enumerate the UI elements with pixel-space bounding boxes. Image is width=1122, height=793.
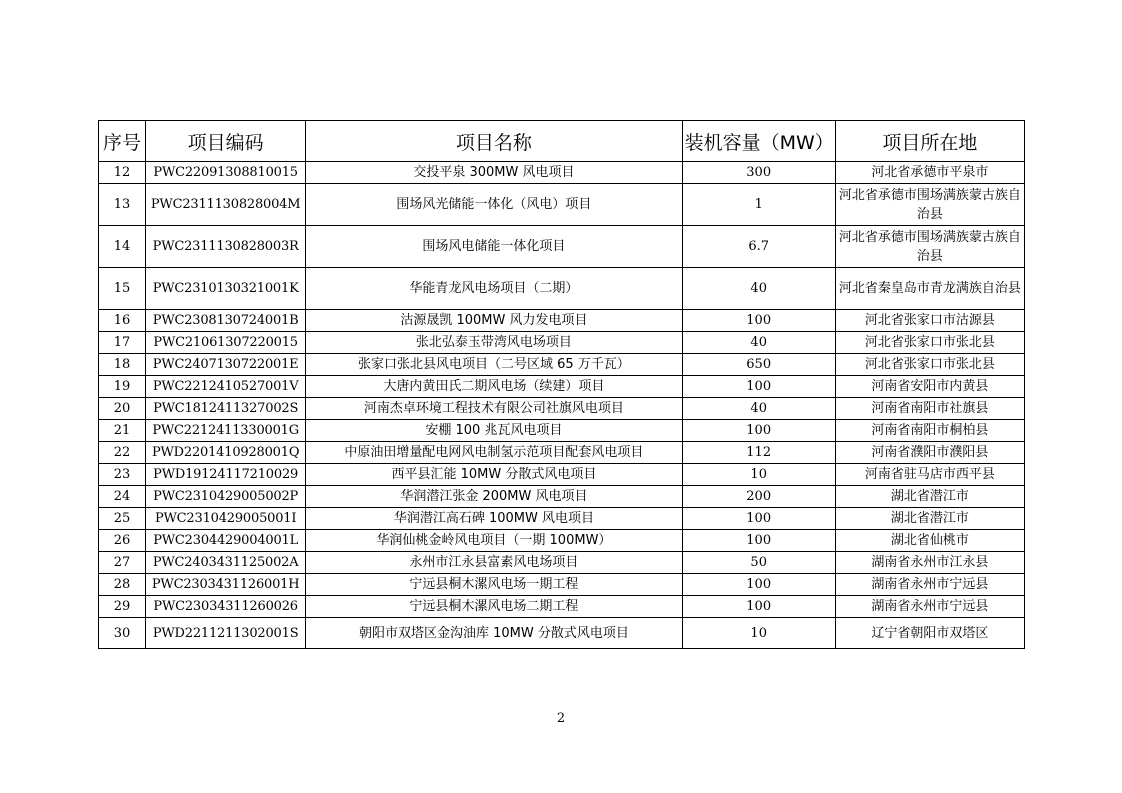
table-header-row (99, 121, 1025, 162)
table-row (99, 310, 1025, 332)
cell-serial-number: 21 (99, 420, 146, 442)
cell-serial-number: 20 (99, 398, 146, 420)
cell-capacity: 112 (682, 442, 835, 464)
cell-location: 河南省南阳市社旗县 (835, 398, 1024, 420)
page-number: 2 (556, 711, 566, 726)
table-row (99, 552, 1025, 574)
cell-location: 河南省安阳市内黄县 (835, 376, 1024, 398)
cell-location: 湖北省仙桃市 (835, 530, 1024, 552)
cell-project-name: 围场风电储能一体化项目 (306, 226, 682, 268)
cell-project-name: 朝阳市双塔区金沟油库 10MW 分散式风电项目 (306, 618, 682, 649)
table-row (99, 618, 1025, 649)
cell-project-code: PWC1812411327002S (146, 398, 306, 420)
cell-serial-number: 26 (99, 530, 146, 552)
table-row (99, 574, 1025, 596)
cell-location: 河南省南阳市桐柏县 (835, 420, 1024, 442)
cell-project-name: 安棚 100 兆瓦风电项目 (306, 420, 682, 442)
cell-location: 湖北省潜江市 (835, 508, 1024, 530)
cell-capacity: 40 (682, 332, 835, 354)
cell-capacity: 100 (682, 530, 835, 552)
header-project-code: 项目编码 (146, 121, 306, 162)
cell-location: 河北省承德市平泉市 (835, 162, 1024, 184)
cell-serial-number: 16 (99, 310, 146, 332)
cell-location: 河北省张家口市张北县 (835, 354, 1024, 376)
cell-project-code: PWC23034311260026 (146, 596, 306, 618)
cell-project-name: 围场风光储能一体化（风电）项目 (306, 184, 682, 226)
cell-location: 河北省张家口市张北县 (835, 332, 1024, 354)
header-project-name: 项目名称 (306, 121, 682, 162)
cell-capacity: 50 (682, 552, 835, 574)
header-project-location: 项目所在地 (835, 121, 1024, 162)
cell-project-code: PWC2403431125002A (146, 552, 306, 574)
cell-location: 河南省濮阳市濮阳县 (835, 442, 1024, 464)
cell-capacity: 100 (682, 574, 835, 596)
cell-project-code: PWC2407130722001E (146, 354, 306, 376)
table-row (99, 354, 1025, 376)
cell-project-code: PWC2212410527001V (146, 376, 306, 398)
table-row (99, 442, 1025, 464)
cell-capacity: 100 (682, 508, 835, 530)
cell-project-code: PWD2201410928001Q (146, 442, 306, 464)
cell-capacity: 650 (682, 354, 835, 376)
cell-serial-number: 13 (99, 184, 146, 226)
table-row (99, 268, 1025, 310)
header-installed-capacity: 装机容量（MW） (682, 121, 835, 162)
cell-serial-number: 14 (99, 226, 146, 268)
cell-capacity: 100 (682, 310, 835, 332)
cell-capacity: 10 (682, 464, 835, 486)
cell-capacity: 100 (682, 376, 835, 398)
cell-location: 湖南省永州市宁远县 (835, 574, 1024, 596)
cell-serial-number: 27 (99, 552, 146, 574)
table-row (99, 184, 1025, 226)
cell-project-code: PWC2310130321001K (146, 268, 306, 310)
cell-capacity: 40 (682, 268, 835, 310)
cell-location: 河北省秦皇岛市青龙满族自治县 (835, 268, 1024, 310)
table-row (99, 464, 1025, 486)
cell-location: 河北省承德市围场满族蒙古族自治县 (835, 184, 1024, 226)
table-row (99, 508, 1025, 530)
cell-project-code: PWC2311130828004M (146, 184, 306, 226)
cell-capacity: 6.7 (682, 226, 835, 268)
cell-project-name: 张北弘泰玉带湾风电场项目 (306, 332, 682, 354)
table-row (99, 332, 1025, 354)
table-row (99, 162, 1025, 184)
cell-project-code: PWD19124117210029 (146, 464, 306, 486)
table-row (99, 596, 1025, 618)
cell-serial-number: 15 (99, 268, 146, 310)
cell-project-code: PWC2212411330001G (146, 420, 306, 442)
cell-serial-number: 18 (99, 354, 146, 376)
cell-serial-number: 30 (99, 618, 146, 649)
cell-location: 河北省张家口市沽源县 (835, 310, 1024, 332)
cell-project-name: 中原油田增量配电网风电制氢示范项目配套风电项目 (306, 442, 682, 464)
cell-location: 湖北省潜江市 (835, 486, 1024, 508)
cell-capacity: 100 (682, 420, 835, 442)
cell-location: 湖南省永州市江永县 (835, 552, 1024, 574)
cell-capacity: 40 (682, 398, 835, 420)
table-row (99, 530, 1025, 552)
table-row (99, 226, 1025, 268)
cell-project-name: 华能青龙风电场项目（二期） (306, 268, 682, 310)
cell-capacity: 1 (682, 184, 835, 226)
cell-project-code: PWC21061307220015 (146, 332, 306, 354)
cell-capacity: 100 (682, 596, 835, 618)
cell-location: 湖南省永州市宁远县 (835, 596, 1024, 618)
cell-project-name: 张家口张北县风电项目（二号区域 65 万千瓦） (306, 354, 682, 376)
cell-project-code: PWC2311130828003R (146, 226, 306, 268)
cell-serial-number: 19 (99, 376, 146, 398)
cell-serial-number: 29 (99, 596, 146, 618)
cell-serial-number: 25 (99, 508, 146, 530)
table-row (99, 398, 1025, 420)
cell-serial-number: 28 (99, 574, 146, 596)
table-row (99, 486, 1025, 508)
project-table (98, 120, 1025, 649)
cell-project-code: PWC22091308810015 (146, 162, 306, 184)
cell-capacity: 200 (682, 486, 835, 508)
cell-location: 辽宁省朝阳市双塔区 (835, 618, 1024, 649)
cell-project-name: 大唐内黄田氏二期风电场（续建）项目 (306, 376, 682, 398)
table-row (99, 376, 1025, 398)
cell-project-name: 沽源晟凯 100MW 风力发电项目 (306, 310, 682, 332)
cell-project-name: 西平县汇能 10MW 分散式风电项目 (306, 464, 682, 486)
cell-project-code: PWC2310429005002P (146, 486, 306, 508)
cell-project-name: 宁远县桐木漯风电场一期工程 (306, 574, 682, 596)
cell-project-code: PWC2303431126001H (146, 574, 306, 596)
cell-project-name: 华润潜江张金 200MW 风电项目 (306, 486, 682, 508)
cell-project-name: 宁远县桐木漯风电场二期工程 (306, 596, 682, 618)
cell-location: 河北省承德市围场满族蒙古族自治县 (835, 226, 1024, 268)
cell-project-code: PWC2308130724001B (146, 310, 306, 332)
cell-serial-number: 12 (99, 162, 146, 184)
cell-project-code: PWC2310429005001I (146, 508, 306, 530)
table-row (99, 420, 1025, 442)
cell-project-name: 华润潜江高石碑 100MW 风电项目 (306, 508, 682, 530)
cell-project-name: 永州市江永县富素风电场项目 (306, 552, 682, 574)
cell-project-name: 交投平泉 300MW 风电项目 (306, 162, 682, 184)
cell-project-name: 华润仙桃金岭风电项目（一期 100MW） (306, 530, 682, 552)
cell-capacity: 300 (682, 162, 835, 184)
cell-serial-number: 23 (99, 464, 146, 486)
cell-serial-number: 24 (99, 486, 146, 508)
cell-capacity: 10 (682, 618, 835, 649)
header-serial-number: 序号 (99, 121, 146, 162)
cell-project-name: 河南杰卓环境工程技术有限公司社旗风电项目 (306, 398, 682, 420)
cell-serial-number: 17 (99, 332, 146, 354)
cell-serial-number: 22 (99, 442, 146, 464)
cell-project-code: PWD2211211302001S (146, 618, 306, 649)
cell-location: 河南省驻马店市西平县 (835, 464, 1024, 486)
cell-project-code: PWC2304429004001L (146, 530, 306, 552)
